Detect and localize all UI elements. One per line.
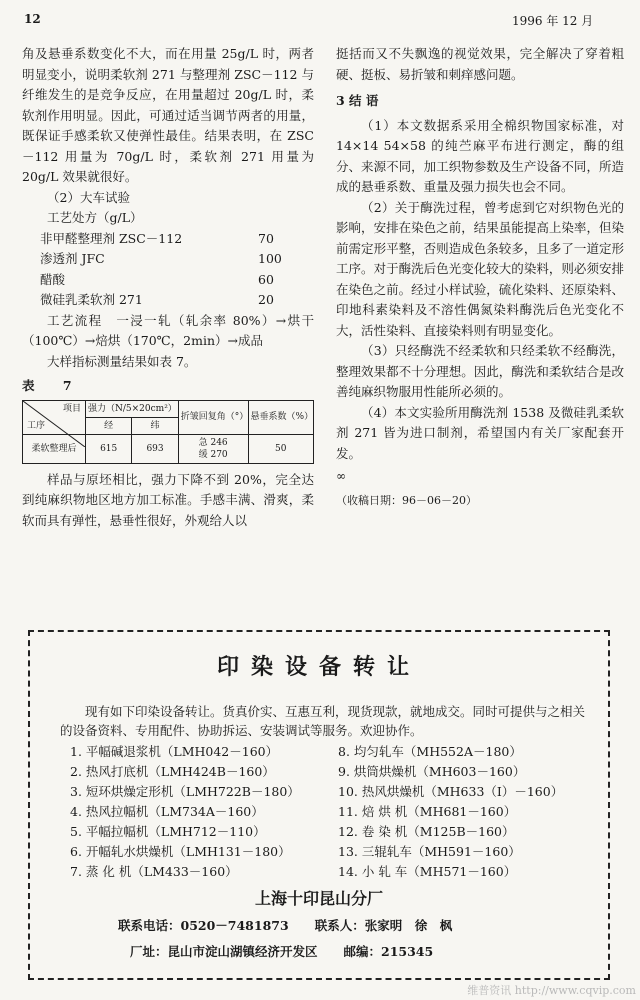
- cell-weft: 693: [132, 434, 178, 463]
- page-header: [0, 6, 640, 32]
- zip-code: 邮编：215345: [343, 944, 434, 959]
- conclusion-4: （4）本文实验所用酶洗剂 1538 及微硅乳柔软剂 271 皆为进口制剂，希望国内有关厂家配套开发。: [336, 404, 624, 461]
- header-crease-angle: 折皱回复角（°）: [178, 400, 248, 434]
- contact-line: [118, 916, 452, 934]
- cell-drape: 50: [248, 434, 313, 463]
- recipe-title: 工艺处方（g/L）: [47, 210, 143, 225]
- list-item: 4. 热风拉幅机（LM734A－160）: [70, 804, 264, 819]
- table-corner-cell: [23, 400, 86, 434]
- left-column: [22, 44, 314, 531]
- recipe-list: [22, 229, 314, 311]
- cell-crease-angle: [178, 434, 248, 463]
- end-mark: ∞: [336, 469, 346, 483]
- conclusion-2: （2）关于酶洗过程，曾考虑到它对织物色光的影响，安排在染色之前，结果虽能提高上染率，但染前需定形平整，否则造成色条较多，且多了一道定形工序。对于酶洗后色光变化较大的染料，则必须安排在染色之前。经过小样试验，硫化染料、还原染料、印地科素染料及不溶性偶氮染料酶洗后色光变化不大，活性染料、直接染料则有明显变化。: [336, 199, 624, 338]
- issue-date: 1996 年 12 月: [512, 14, 594, 28]
- watermark: 维普资讯 http://www.cqvip.com: [467, 984, 636, 997]
- table-row: [23, 400, 314, 417]
- list-item: 13. 三辊轧车（MH591－160）: [338, 844, 521, 859]
- recipe-value: 60: [258, 271, 274, 287]
- received-date: （收稿日期：96－06－20）: [336, 493, 477, 507]
- cell-warp: 615: [86, 434, 132, 463]
- list-item: 7. 蒸 化 机（LM433－160）: [70, 864, 238, 879]
- angle-value: 缓 270: [198, 449, 228, 460]
- list-item: [22, 249, 314, 270]
- address-line: [130, 942, 433, 960]
- page-number: 12: [24, 12, 41, 26]
- recipe-name: 非甲醛整理剂 ZSC－112: [40, 230, 183, 246]
- list-item: 6. 开幅轧水烘燥机（LMH131－180）: [70, 844, 291, 859]
- conclusion-3: （3）只经酶洗不经柔软和只经柔软不经酶洗，整理效果都不十分理想。因此，酶洗和柔软结合是改善纯麻织物服用性能所必须的。: [336, 343, 624, 399]
- list-item: [22, 270, 314, 291]
- contact-phone: 联系电话：0520－7481873: [118, 918, 289, 933]
- list-item: 3. 短环烘燥定形机（LMH722B－180）: [70, 784, 300, 799]
- recipe-name: 渗透剂 JFC: [40, 251, 105, 266]
- header-warp: 经: [86, 417, 132, 434]
- list-item: [22, 290, 314, 311]
- subsection-title: （2）大车试验: [47, 189, 130, 205]
- row-label: 柔软整理后: [23, 434, 86, 463]
- recipe-name: 醋酸: [40, 271, 66, 287]
- recipe-value: 70: [258, 230, 274, 246]
- list-item: [22, 229, 314, 250]
- company-name: 上海十印昆山分厂: [254, 889, 383, 908]
- left-paragraph-1: 角及悬垂系数变化不大，而在用量 25g/L 时，两者明显变小，说明柔软剂 271 与整理剂 ZSC－112 与纤维发生的是竞争反应，在用量超过 20g/L 时，柔软剂作用明显。因此，可通过适当调节两者的用量，既保证手感柔软又使弹性最佳。结果表明，在 ZSC－112 用量为 70g/L 时，柔软剂 271 用量为 20g/L 效果就很好。: [22, 46, 314, 184]
- factory-address: 厂址：昆山市淀山湖镇经济开发区: [130, 944, 318, 959]
- process-flow-note: 大样指标测量结果如表 7。: [47, 353, 197, 369]
- list-item: 14. 小 轧 车（MH571－160）: [338, 864, 517, 879]
- header-drape: 悬垂系数（%）: [248, 400, 313, 434]
- conclusion-1: （1）本文数据系采用全棉织物国家标准，对 14×14 54×58 的纯苎麻平布进行测定，酶的组分、来源不同，加工织物参数及生产设备不同，所造成的悬垂系数、重量及强力损失也会不同。: [336, 117, 624, 194]
- list-item: 9. 烘筒烘燥机（MH603－160）: [338, 764, 526, 779]
- equipment-list-left: [70, 742, 320, 882]
- list-item: 2. 热风打底机（LMH424B－160）: [70, 764, 275, 779]
- list-item: 5. 平幅拉幅机（LMH712－110）: [70, 824, 266, 839]
- ad-intro: 现有如下印染设备转让。货真价实、互惠互利，现货现款，就地成交。同时可提供与之相关的设备资料、专用配件、协助拆运、安装调试等服务。欢迎协作。: [60, 704, 586, 738]
- list-item: 11. 焙 烘 机（MH681－160）: [338, 804, 517, 819]
- results-table: [22, 400, 314, 464]
- right-column: [336, 44, 624, 511]
- corner-top-label: 项目: [62, 403, 81, 414]
- left-paragraph-2: 样品与原坯相比，强力下降不到 20%，完全达到纯麻织物地区地方加工标准。手感丰满、滑爽，柔软而具有弹性，悬垂性很好，外观给人以: [22, 471, 314, 528]
- recipe-name: 微硅乳柔软剂 271: [40, 292, 143, 307]
- contact-person: 联系人：张家明 徐 枫: [314, 918, 453, 933]
- process-flow: 工艺流程 一浸一轧（轧余率 80%）→烘干（100℃）→焙烘（170℃，2min）→成品: [22, 312, 314, 348]
- list-item: 10. 热风烘燥机（MH633（Ⅰ）－160）: [338, 784, 564, 799]
- table-caption: 表 7: [22, 378, 84, 393]
- corner-bottom-label: 工序: [27, 420, 46, 431]
- list-item: 12. 卷 染 机（M125B－160）: [338, 824, 515, 839]
- recipe-value: 20: [258, 292, 274, 307]
- section-heading: 3 结 语: [336, 93, 379, 108]
- list-item: 8. 均匀轧车（MH552A－180）: [338, 744, 522, 759]
- angle-value: 急 246: [198, 437, 228, 448]
- right-paragraph-0: 挺括而又不失飘逸的视觉效果，完全解决了穿着粗硬、挺板、易折皱和刺痒感问题。: [336, 46, 624, 82]
- equipment-list-right: [338, 742, 598, 882]
- list-item: 1. 平幅碱退浆机（LMH042－160）: [70, 744, 279, 759]
- header-strength: 强力（N/5×20cm²）: [86, 400, 179, 417]
- recipe-value: 100: [258, 251, 282, 266]
- advertisement-box: [28, 630, 610, 980]
- header-weft: 纬: [132, 417, 178, 434]
- ad-title: 印染设备转让: [216, 654, 421, 680]
